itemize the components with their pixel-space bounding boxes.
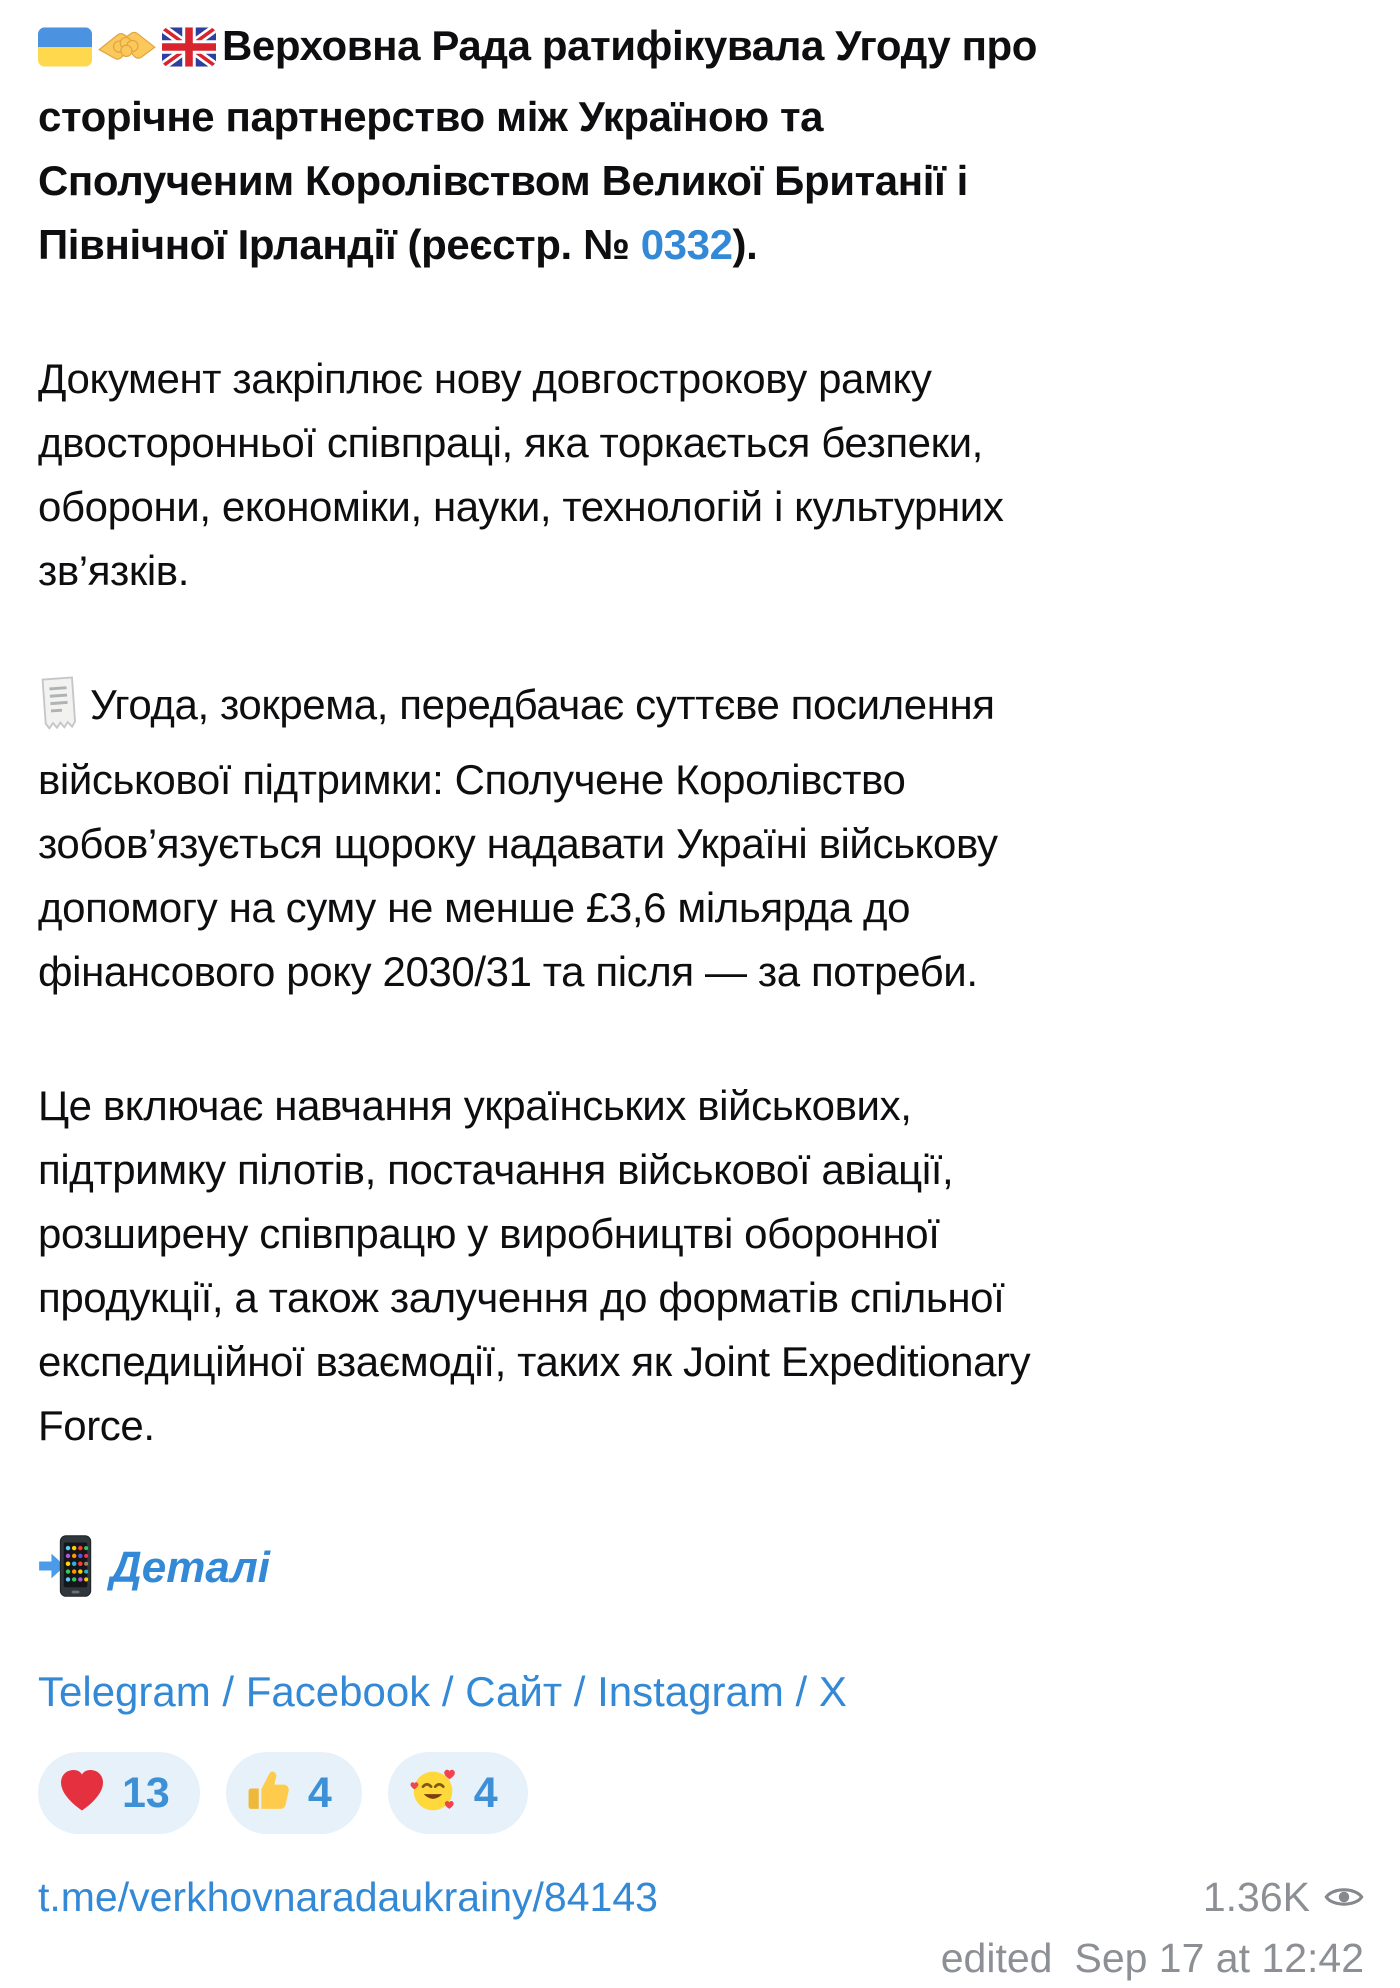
registry-number-link[interactable]: 0332 <box>640 221 733 268</box>
social-link-telegram[interactable]: Telegram <box>38 1668 211 1715</box>
thumbs-up-icon <box>246 1768 292 1819</box>
mobile-phone-with-arrow-icon <box>38 1534 94 1603</box>
post-paragraph-includes: Це включає навчання українських військових, підтримку пілотів, постачання військової авіації, розширену співпрацю у виробництві оборонної продукції, а також залучення до форматів спільної експедиційної взаємодії, таких як Joint Expeditionary Force. <box>38 1082 1031 1449</box>
social-link-site[interactable]: Сайт <box>465 1668 563 1715</box>
reaction-pill-smiling-face-with-hearts[interactable] <box>388 1752 528 1834</box>
social-links-separator: / <box>562 1668 598 1715</box>
views-count: 1.36K <box>1202 1874 1310 1920</box>
social-link-instagram[interactable]: Instagram <box>597 1668 784 1715</box>
views-eye-icon <box>1324 1874 1364 1921</box>
reactions-row <box>38 1752 1364 1834</box>
post-paragraph-military-support: Угода, зокрема, передбачає суттєве посилення військової підтримки: Сполучене Королівство зобов’язується щороку надавати Україні військову допомогу на суму не менше £3,6 мільярда до фінансового року 2030/31 та після — за потреби. <box>38 673 1083 1004</box>
post-paragraph-framework: Документ закріплює нову довгострокову рамку двосторонньої співпраці, яка торкається безпеки, оборони, економіки, науки, технологій і культурних зв’язків. <box>38 355 1004 594</box>
post-footer <box>38 1874 1364 1921</box>
social-links-separator: / <box>783 1668 819 1715</box>
reaction-pill-thumbs-up[interactable] <box>226 1752 362 1834</box>
social-links-row <box>38 1660 1138 1724</box>
red-heart-icon <box>58 1768 106 1819</box>
social-links-separator: / <box>210 1668 246 1715</box>
reaction-count: 4 <box>307 1768 332 1817</box>
title-text-tail: ). <box>732 221 758 268</box>
details-row <box>38 1528 1364 1608</box>
reaction-count: 4 <box>473 1768 498 1817</box>
edited-timestamp: Sep 17 at 12:42 <box>1074 1935 1364 1981</box>
social-links-separator: / <box>430 1668 466 1715</box>
receipt-icon <box>38 676 80 748</box>
smiling-face-with-hearts-icon <box>408 1766 458 1821</box>
social-link-x[interactable]: X <box>818 1668 847 1715</box>
title-text: Верховна Рада ратифікувала Угоду про сторічне партнерство між Україною та Сполученим Королівством Великої Британії і Північної Ірландії (реєстр. № <box>38 22 1038 268</box>
edited-row <box>38 1935 1364 1982</box>
reaction-count: 13 <box>122 1768 170 1817</box>
views-counter <box>1203 1874 1364 1921</box>
details-link[interactable]: Деталі <box>110 1543 270 1592</box>
social-link-facebook[interactable]: Facebook <box>245 1668 431 1715</box>
permalink-link[interactable]: t.me/verkhovnaradaukrainy/84143 <box>38 1874 658 1920</box>
ukraine-flag-icon <box>38 21 92 85</box>
edited-label: edited <box>940 1935 1053 1981</box>
handshake-icon <box>98 21 156 85</box>
post-title <box>38 14 1083 277</box>
reaction-pill-heart[interactable] <box>38 1752 200 1834</box>
uk-flag-icon <box>162 21 216 85</box>
